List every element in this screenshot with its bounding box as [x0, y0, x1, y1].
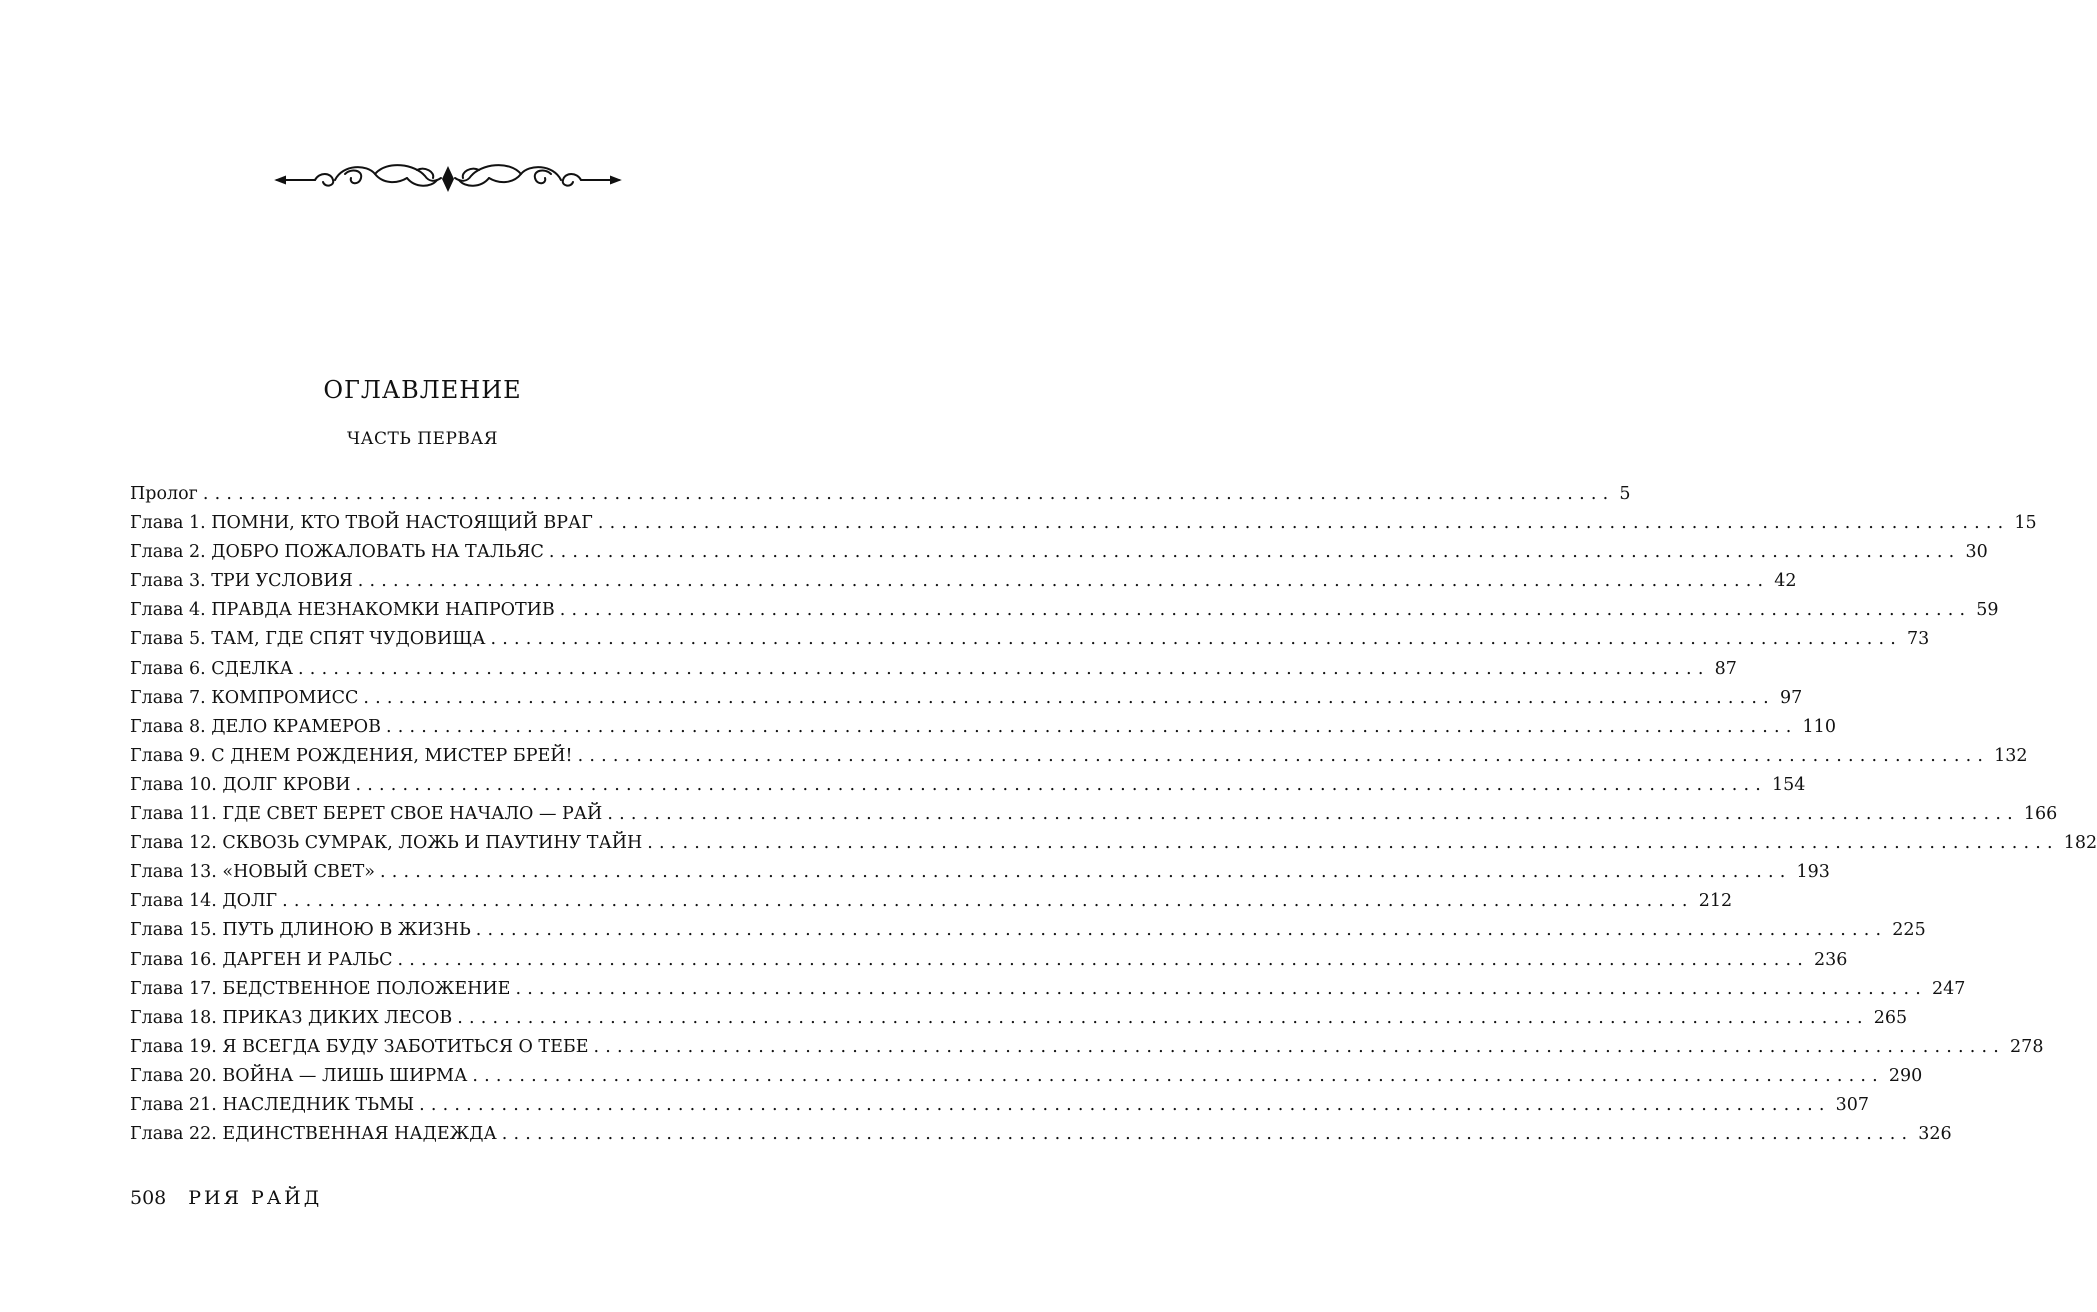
toc-entry [130, 600, 1999, 629]
toc-entry-label: Глава 13. «НОВЫЙ СВЕТ» [130, 862, 375, 883]
toc-entry-label: Глава 17. БЕДСТВЕННОЕ ПОЛОЖЕНИЕ [130, 978, 511, 999]
toc-entry [130, 745, 2028, 775]
toc-entry-label: Глава 22. ЕДИНСТВЕННАЯ НАДЕЖДА [130, 1124, 497, 1145]
toc-entry-label: Глава 10. ДОЛГ КРОВИ [130, 774, 351, 795]
toc-entry-page: 182 [2063, 833, 2097, 854]
toc-entry [130, 542, 1988, 571]
toc-title: ОГЛАВЛЕНИЕ [323, 376, 522, 404]
toc-entry-page: 290 [1888, 1065, 1923, 1086]
toc-entry-label: Глава 6. СДЕЛКА [130, 658, 294, 679]
toc-dot-leader: ........................................................................................................................ [559, 600, 1972, 621]
toc-entry-page: 278 [2010, 1036, 2044, 1057]
toc-entry-label: Глава 16. ДАРГЕН И РАЛЬС [130, 949, 393, 970]
toc-entry [130, 949, 1848, 979]
toc-entry [130, 1094, 1870, 1124]
toc-entry-label: Глава 3. ТРИ УСЛОВИЯ [130, 571, 353, 592]
toc-entry-page: 42 [1774, 571, 1797, 592]
toc-entry-label: Глава 7. КОМПРОМИСС [130, 687, 359, 708]
toc-entry [130, 891, 1733, 920]
toc-entry [130, 1124, 1952, 1153]
toc-entry-label: Глава 5. ТАМ, ГДЕ СПЯТ ЧУДОВИЩА [130, 629, 486, 650]
toc-dot-leader: ........................................................................................................................ [577, 745, 1990, 766]
toc-dot-leader: ........................................................................................................................ [457, 1007, 1869, 1028]
toc-entry-page: 15 [2014, 513, 2037, 534]
toc-entry [130, 862, 1830, 891]
toc-entry [130, 1065, 1923, 1095]
toc-entry-page: 73 [1907, 629, 1930, 650]
toc-entry-label: Глава 12. СКВОЗЬ СУМРАК, ЛОЖЬ И ПАУТИНУ ТАЙН [130, 833, 643, 854]
toc-entry-page: 212 [1698, 891, 1733, 912]
toc-dot-leader: ........................................................................................................................ [298, 658, 1710, 679]
toc-entry [130, 774, 1806, 804]
toc-dot-leader: ........................................................................................................................ [282, 891, 1694, 912]
floral-divider-ornament-icon [275, 158, 621, 198]
toc-entry-label: Пролог [130, 484, 198, 504]
toc-dot-leader: ........................................................................................................................ [548, 542, 1961, 563]
toc-entry-label: Глава 11. ГДЕ СВЕТ БЕРЕТ СВОЕ НАЧАЛО — РАЙ [130, 804, 603, 825]
toc-entry-page: 110 [1802, 716, 1836, 737]
toc-dot-leader: ........................................................................................................................ [386, 716, 1798, 737]
toc-dot-leader: ........................................................................................................................ [472, 1065, 1884, 1086]
toc-dot-leader: ........................................................................................................................ [363, 687, 1775, 708]
toc-dot-leader: ........................................................................................................................ [490, 629, 1903, 650]
toc-entry-label: Глава 21. НАСЛЕДНИК ТЬМЫ [130, 1094, 415, 1115]
toc-entry-page: 30 [1965, 542, 1988, 563]
toc-entry [130, 978, 1966, 1008]
toc-entry [130, 571, 1797, 600]
toc-entry [130, 484, 1631, 513]
toc-dot-leader: ........................................................................................................................ [202, 484, 1615, 504]
toc-entry [130, 629, 1930, 658]
toc-entry-page: 225 [1892, 920, 1926, 941]
toc-entry-label: Глава 9. С ДНЕМ РОЖДЕНИЯ, МИСТЕР БРЕЙ! [130, 745, 573, 766]
toc-entry-label: Глава 18. ПРИКАЗ ДИКИХ ЛЕСОВ [130, 1007, 453, 1028]
toc-dot-leader: ........................................................................................................................ [355, 774, 1768, 795]
toc-entry-label: Глава 4. ПРАВДА НЕЗНАКОМКИ НАПРОТИВ [130, 600, 555, 621]
toc-dot-leader: ........................................................................................................................ [515, 978, 1927, 999]
toc-dot-leader: ........................................................................................................................ [501, 1124, 1914, 1145]
toc-dot-leader: ........................................................................................................................ [593, 1036, 2006, 1057]
toc-entry-page: 247 [1931, 978, 1966, 999]
toc-entry [130, 920, 1926, 949]
toc-list [130, 484, 2097, 1153]
toc-entry-label: Глава 2. ДОБРО ПОЖАЛОВАТЬ НА ТАЛЬЯС [130, 542, 544, 563]
part-title: ЧАСТЬ ПЕРВАЯ [347, 429, 498, 449]
toc-entry [130, 833, 2097, 862]
toc-entry-page: 97 [1779, 687, 1803, 708]
toc-entry-label: Глава 20. ВОЙНА — ЛИШЬ ШИРМА [130, 1065, 468, 1086]
toc-entry [130, 716, 1836, 746]
toc-entry-page: 87 [1714, 658, 1737, 679]
toc-dot-leader: ........................................................................................................................ [647, 833, 2059, 854]
toc-entry-page: 193 [1796, 862, 1830, 883]
toc-entry-label: Глава 19. Я ВСЕГДА БУДУ ЗАБОТИТЬСЯ О ТЕБЕ [130, 1036, 589, 1057]
toc-entry [130, 804, 2058, 833]
toc-entry [130, 1036, 2044, 1066]
toc-dot-leader: ........................................................................................................................ [597, 513, 2010, 534]
toc-dot-leader: ........................................................................................................................ [397, 949, 1809, 970]
toc-entry-label: Глава 1. ПОМНИ, КТО ТВОЙ НАСТОЯЩИЙ ВРАГ [130, 513, 593, 534]
toc-entry-label: Глава 15. ПУТЬ ДЛИНОЮ В ЖИЗНЬ [130, 920, 471, 941]
toc-entry-page: 307 [1835, 1094, 1870, 1115]
toc-entry-label: Глава 8. ДЕЛО КРАМЕРОВ [130, 716, 382, 737]
toc-entry-page: 236 [1814, 949, 1848, 970]
toc-dot-leader: ........................................................................................................................ [380, 862, 1792, 883]
toc-entry-page: 166 [2023, 804, 2058, 825]
toc-entry-label: Глава 14. ДОЛГ [130, 891, 278, 912]
toc-dot-leader: ........................................................................................................................ [475, 920, 1888, 941]
toc-entry-page: 5 [1619, 484, 1631, 504]
toc-entry-page: 326 [1918, 1124, 1952, 1145]
toc-entry [130, 687, 1803, 717]
toc-entry [130, 513, 2037, 542]
running-head-author: РИЯ РАЙД [188, 1187, 323, 1209]
toc-entry [130, 1007, 1908, 1037]
toc-entry-page: 132 [1994, 745, 2028, 766]
toc-dot-leader: ........................................................................................................................ [419, 1094, 1831, 1115]
toc-entry [130, 658, 1737, 688]
page-number: 508 [130, 1187, 167, 1209]
toc-entry-page: 59 [1976, 600, 1999, 621]
toc-dot-leader: ........................................................................................................................ [607, 804, 2019, 825]
toc-dot-leader: ........................................................................................................................ [357, 571, 1770, 592]
page-footer [130, 1187, 322, 1209]
toc-entry-page: 265 [1873, 1007, 1908, 1028]
toc-entry-page: 154 [1772, 774, 1806, 795]
